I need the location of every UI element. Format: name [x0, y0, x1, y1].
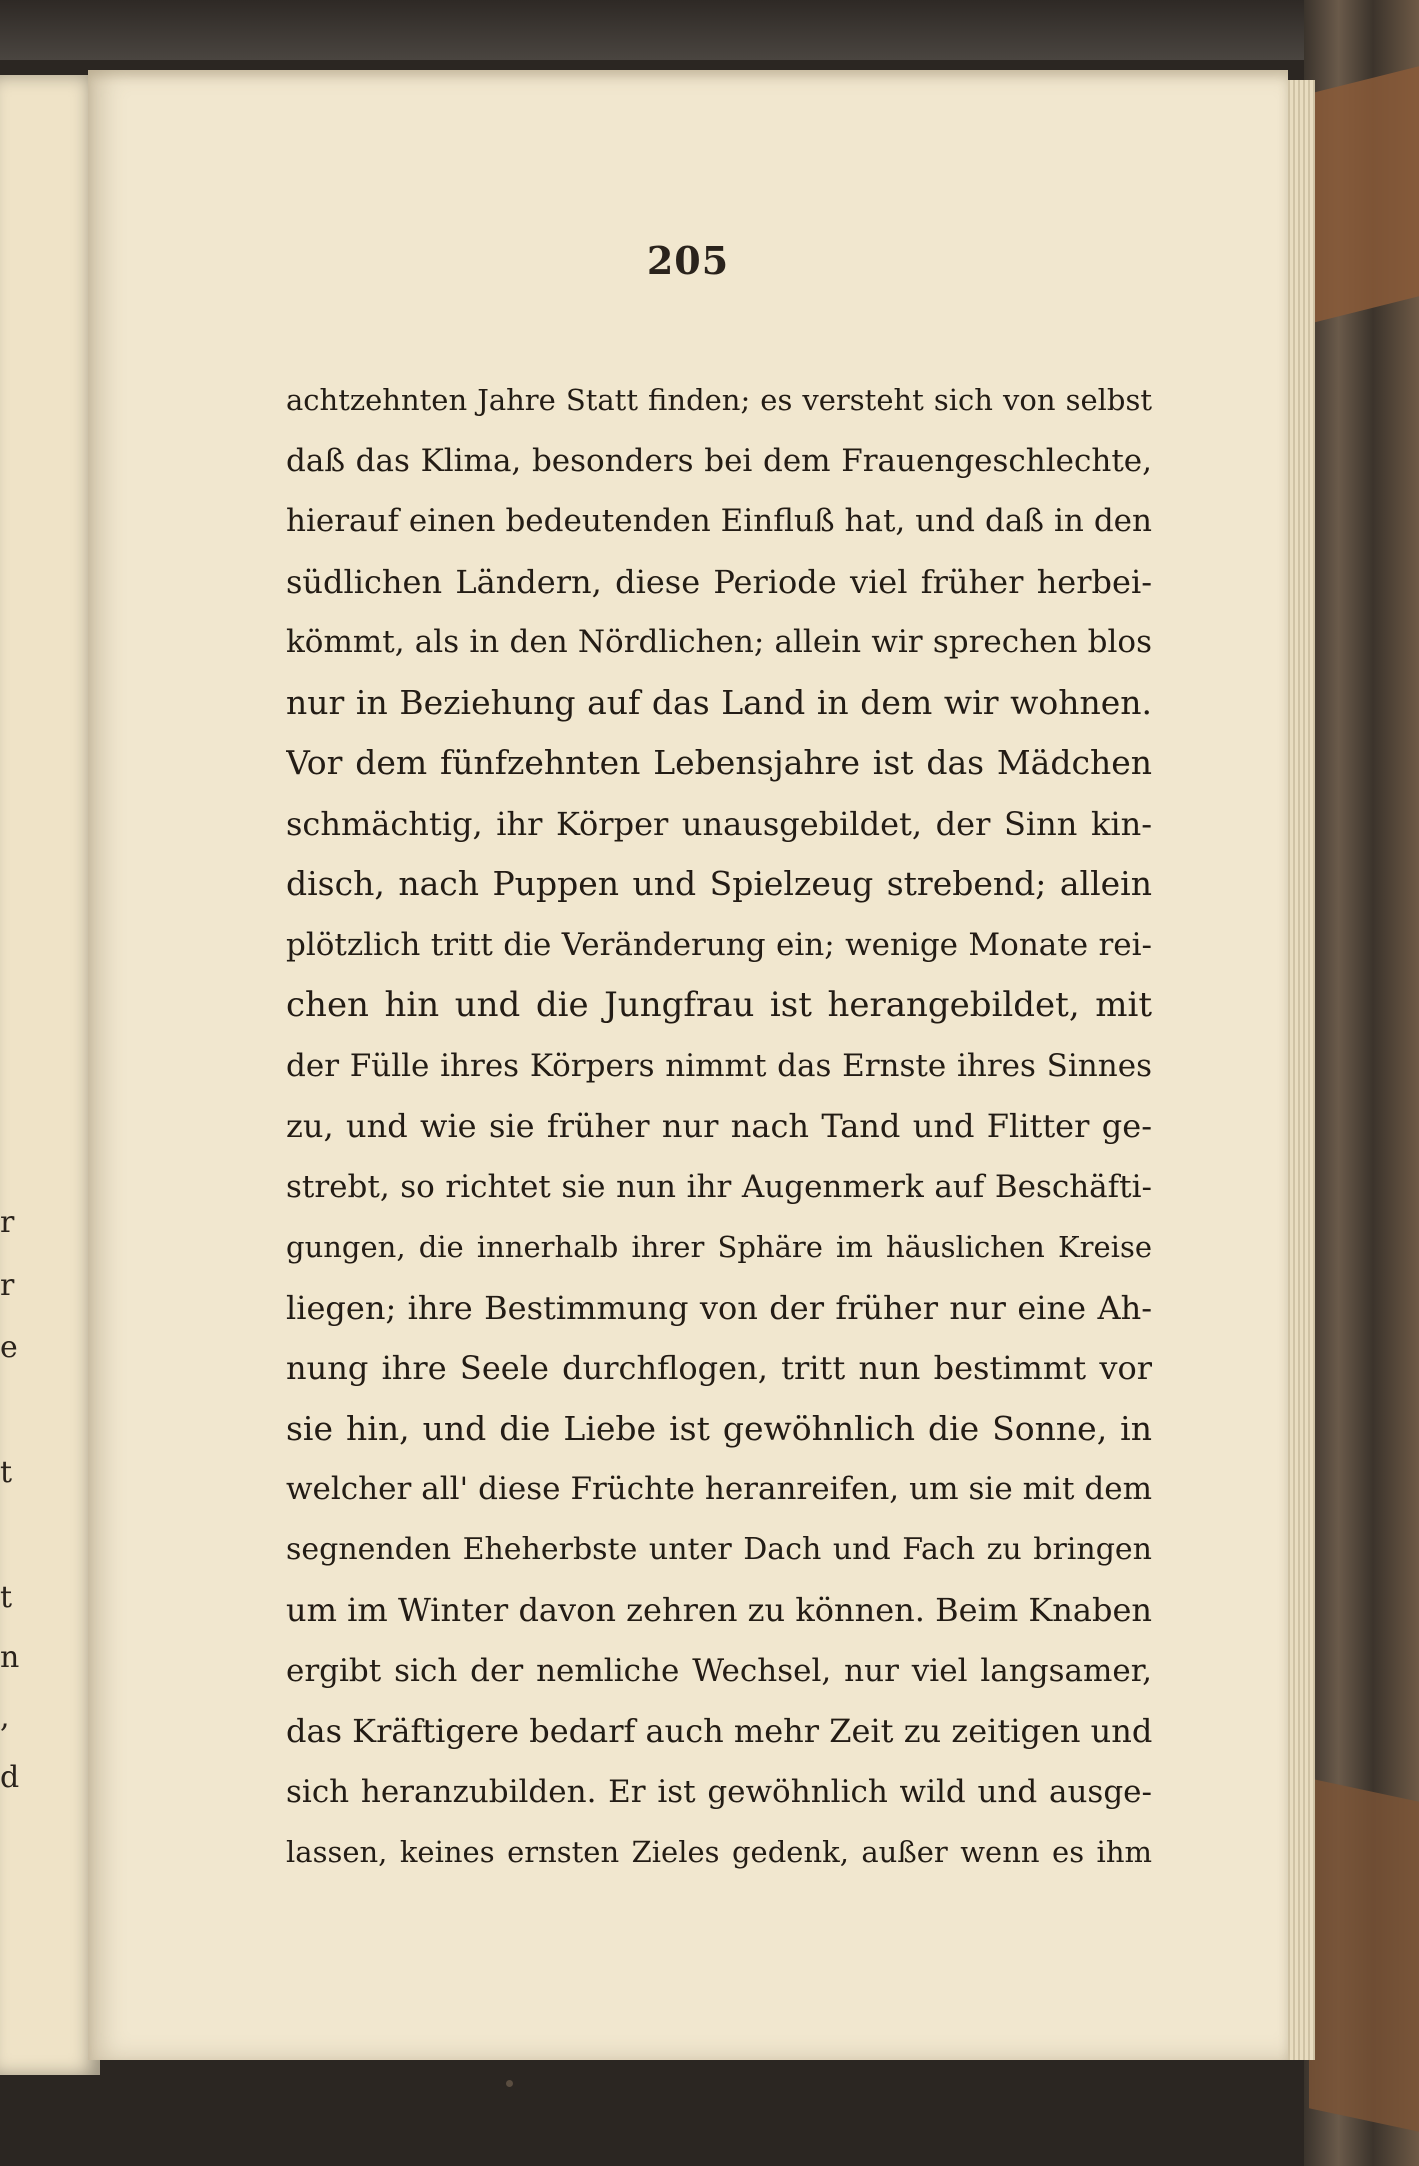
book-cover-top: [0, 0, 1419, 60]
text-line: gungen, die innerhalb ihrer Sphäre im häuslichen Kreise: [286, 1230, 1152, 1264]
text-line: Vor dem fünfzehnten Lebensjahre ist das Mädchen: [286, 743, 1152, 782]
text-line: strebt, so richtet sie nun ihr Augenmerk auf Beschäfti-: [286, 1168, 1152, 1205]
text-line: lassen, keines ernsten Zieles gedenk, außer wenn es ihm: [286, 1835, 1152, 1869]
text-line: ergibt sich der nemliche Wechsel, nur viel langsamer,: [286, 1652, 1152, 1689]
text-line: sie hin, und die Liebe ist gewöhnlich die Sonne, in: [286, 1408, 1152, 1448]
fragment: r: [0, 1205, 15, 1240]
fragment: t: [0, 1580, 13, 1615]
text-line: plötzlich tritt die Veränderung ein; wenige Monate rei-: [286, 926, 1152, 963]
text-line: nung ihre Seele durchflogen, tritt nun bestimmt vor: [286, 1349, 1152, 1387]
text-line: welcher all' diese Früchte heranreifen, um sie mit dem: [286, 1471, 1152, 1507]
book-page: [88, 70, 1288, 2060]
body-text: [286, 370, 1152, 1883]
text-line: liegen; ihre Bestimmung von der früher nur eine Ah-: [286, 1288, 1152, 1327]
fragment: n: [0, 1640, 20, 1675]
text-line: chen hin und die Jungfrau ist herangebildet, mit: [286, 985, 1152, 1025]
text-line: hierauf einen bedeutenden Einfluß hat, und daß in den: [286, 503, 1152, 539]
text-line: sich heranzubilden. Er ist gewöhnlich wild und ausge-: [286, 1773, 1152, 1810]
page-number: 205: [646, 238, 730, 283]
text-line: segnenden Eheherbste unter Dach und Fach zu bringen: [286, 1531, 1152, 1567]
text-line: zu, und wie sie früher nur nach Tand und Flitter ge-: [286, 1107, 1152, 1145]
text-line: um im Winter davon zehren zu können. Beim Knaben: [286, 1591, 1152, 1629]
text-line: daß das Klima, besonders bei dem Frauengeschlechte,: [286, 442, 1152, 479]
text-line: kömmt, als in den Nördlichen; allein wir sprechen blos: [286, 624, 1152, 660]
text-line: das Kräftigere bedarf auch mehr Zeit zu zeitigen und: [286, 1712, 1152, 1750]
fragment: t: [0, 1455, 13, 1490]
fragment: d: [0, 1760, 20, 1795]
text-line: der Fülle ihres Körpers nimmt das Ernste ihres Sinnes: [286, 1047, 1152, 1084]
text-line: achtzehnten Jahre Statt finden; es versteht sich von selbst: [286, 383, 1152, 417]
fragment: r: [0, 1268, 15, 1303]
text-line: disch, nach Puppen und Spielzeug strebend; allein: [286, 864, 1152, 903]
text-line: südlichen Ländern, diese Periode viel früher herbei-: [286, 562, 1152, 601]
fragment: e: [0, 1330, 18, 1365]
text-line: schmächtig, ihr Körper unausgebildet, der Sinn kin-: [286, 804, 1152, 843]
leather-corner-top: [1309, 66, 1419, 323]
text-line: nur in Beziehung auf das Land in dem wir wohnen.: [286, 682, 1152, 722]
ink-speck: [506, 2080, 513, 2087]
fragment: ,: [0, 1700, 10, 1735]
leather-corner-bottom: [1309, 1778, 1419, 2131]
